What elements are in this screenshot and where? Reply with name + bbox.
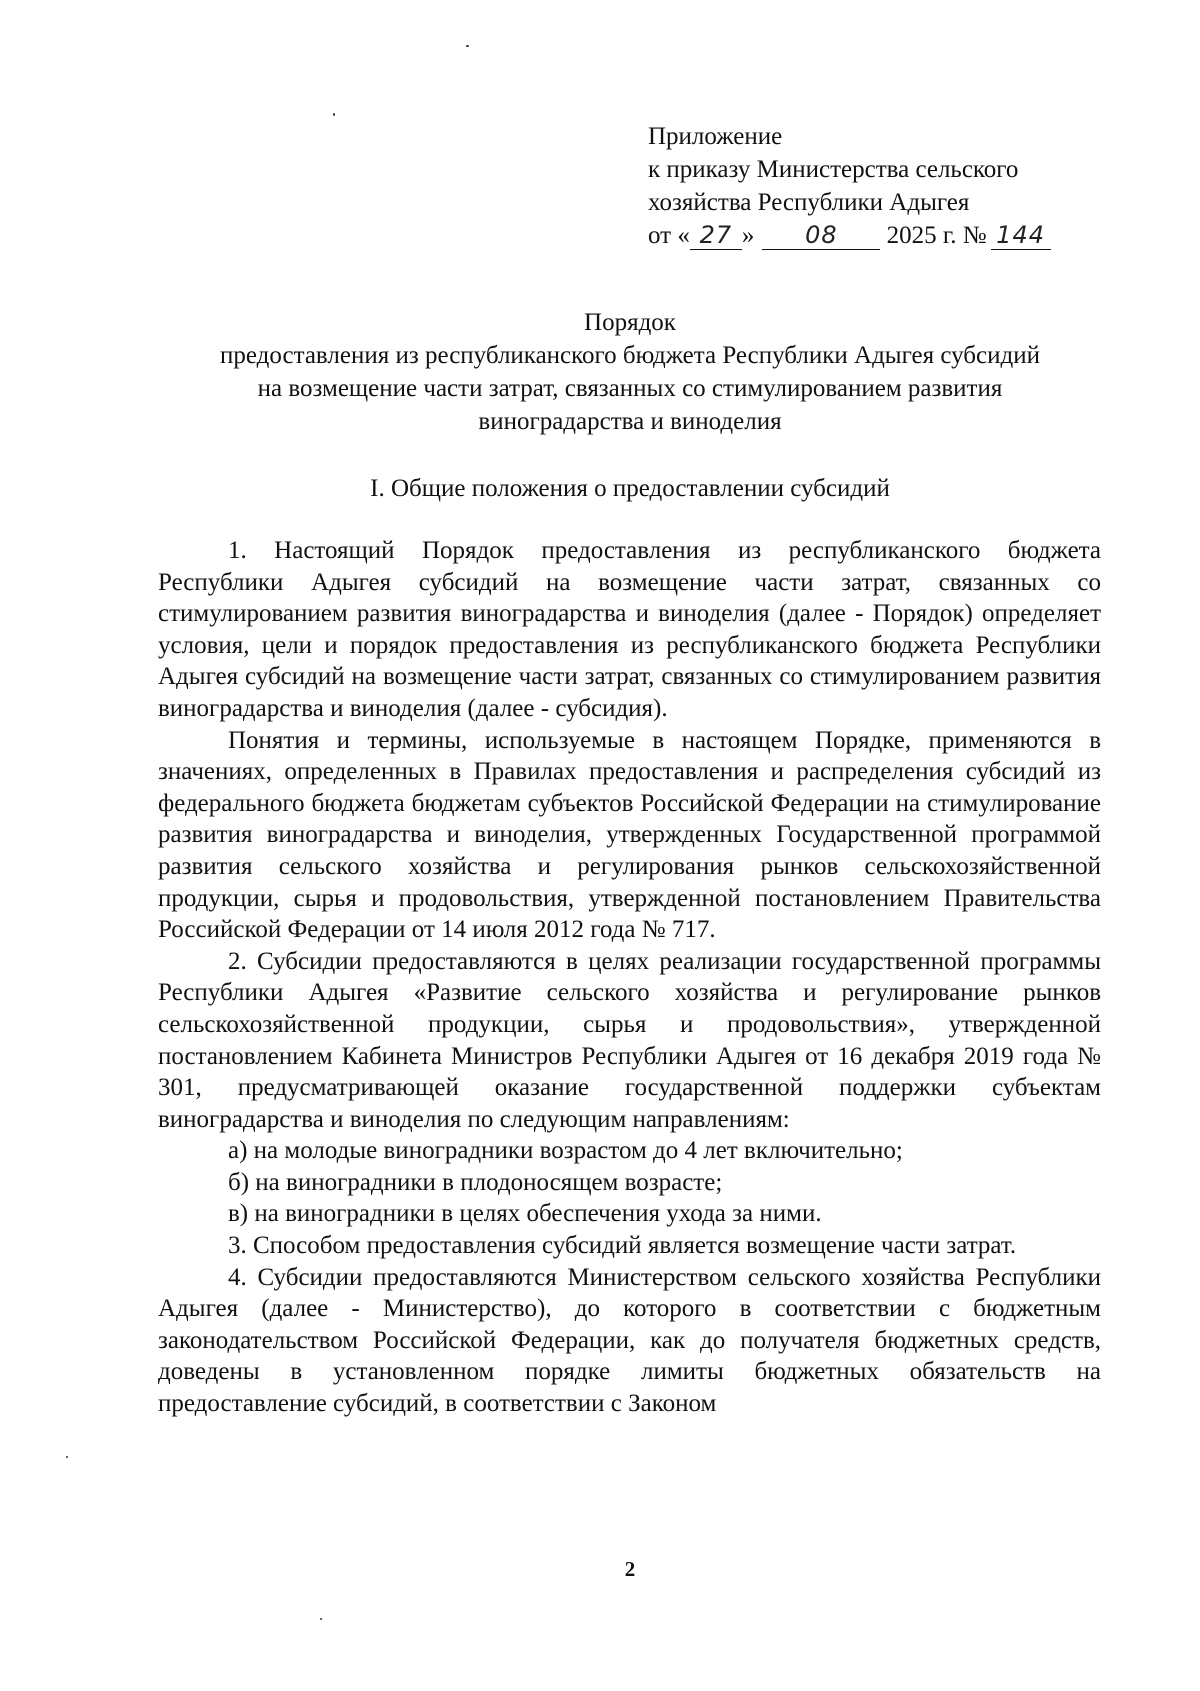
paragraph-2: 2. Субсидии предоставляются в целях реализации государственной программы Республики Адыгея «Развитие сельского хозяйства и регулирование рынков сельскохозяйственной продукции, сырья и продовольствия», утвержденной постановлением Кабинета Министров Республики Адыгея от 16 декабря 2019 года № 301, предусматривающей оказание государственной поддержки субъектам виноградарства и виноделия по следующим направлениям: xyxy=(158,947,1101,1133)
document-body xyxy=(158,535,1101,1420)
order-number-handwritten: 144 xyxy=(996,221,1046,249)
scan-speck xyxy=(320,1618,322,1620)
title-line-1: предоставления из республиканского бюджета Республики Адыгея субсидий xyxy=(220,342,1040,369)
page-number: 2 xyxy=(624,1557,636,1581)
paragraph-3: 3. Способом предоставления субсидий является возмещение части затрат. xyxy=(228,1232,1017,1260)
date-prefix: от « xyxy=(648,222,690,249)
date-year-number-label: 2025 г. № xyxy=(886,222,987,249)
scan-speck xyxy=(466,45,469,47)
annex-label: Приложение xyxy=(648,123,783,150)
date-mid: » xyxy=(741,222,755,249)
scan-speck xyxy=(66,1456,68,1458)
scan-speck xyxy=(333,113,335,116)
paragraph-1: 1. Настоящий Порядок предоставления из республиканского бюджета Республики Адыгея субсидий на возмещение части затрат, связанных со стимулированием развития виноградарства и виноделия (далее - Порядок) определяет условия, цели и порядок предоставления из республиканского бюджета Республики Адыгея субсидий на возмещение части затрат, связанных со стимулированием развития виноградарства и виноделия (далее - субсидия). xyxy=(158,537,1101,722)
order-number-field xyxy=(991,222,1051,250)
title-line-3: виноградарства и виноделия xyxy=(478,408,782,435)
title-word: Порядок xyxy=(584,309,676,336)
date-day-handwritten: 27 xyxy=(699,221,733,249)
list-item-b: б) на виноградники в плодоносящем возрасте; xyxy=(228,1168,723,1196)
annex-header xyxy=(648,120,1051,252)
section-heading: I. Общие положения о предоставлении субсидий xyxy=(370,475,890,502)
annex-order-ref: к приказу Министерства сельского xyxy=(648,156,1019,183)
date-month-handwritten: 08 xyxy=(805,221,838,249)
title-line-2: на возмещение части затрат, связанных со стимулированием развития xyxy=(257,375,1003,402)
paragraph-4: 4. Субсидии предоставляются Министерством сельского хозяйства Республики Адыгея (далее - Министерство), до которого в соответствии с бюджетным законодательством Российской Федерации, как до получателя бюджетных средств, доведены в установленном порядке лимиты бюджетных обязательств на предоставление субсидий, в соответствии с Законом xyxy=(158,1263,1101,1418)
annex-ministry: хозяйства Республики Адыгея xyxy=(648,189,970,216)
date-month-field xyxy=(762,222,880,250)
document-title xyxy=(130,306,1130,438)
paragraph-definitions: Понятия и термины, используемые в настоящем Порядке, применяются в значениях, определенных в Правилах предоставления и распределения субсидий из федерального бюджета бюджетам субъектов Российской Федерации на стимулирование развития виноградарства и виноделия, утвержденных Государственной программой развития сельского хозяйства и регулирования рынков сельскохозяйственной продукции, сырья и продовольствия, утвержденной постановлением Правительства Российской Федерации от 14 июля 2012 года № 717. xyxy=(158,726,1101,944)
list-item-c: в) на виноградники в целях обеспечения ухода за ними. xyxy=(228,1200,822,1228)
annex-date-line xyxy=(648,219,1051,252)
date-day-field xyxy=(690,222,742,250)
list-item-a: а) на молодые виноградники возрастом до 4 лет включительно; xyxy=(228,1137,903,1165)
